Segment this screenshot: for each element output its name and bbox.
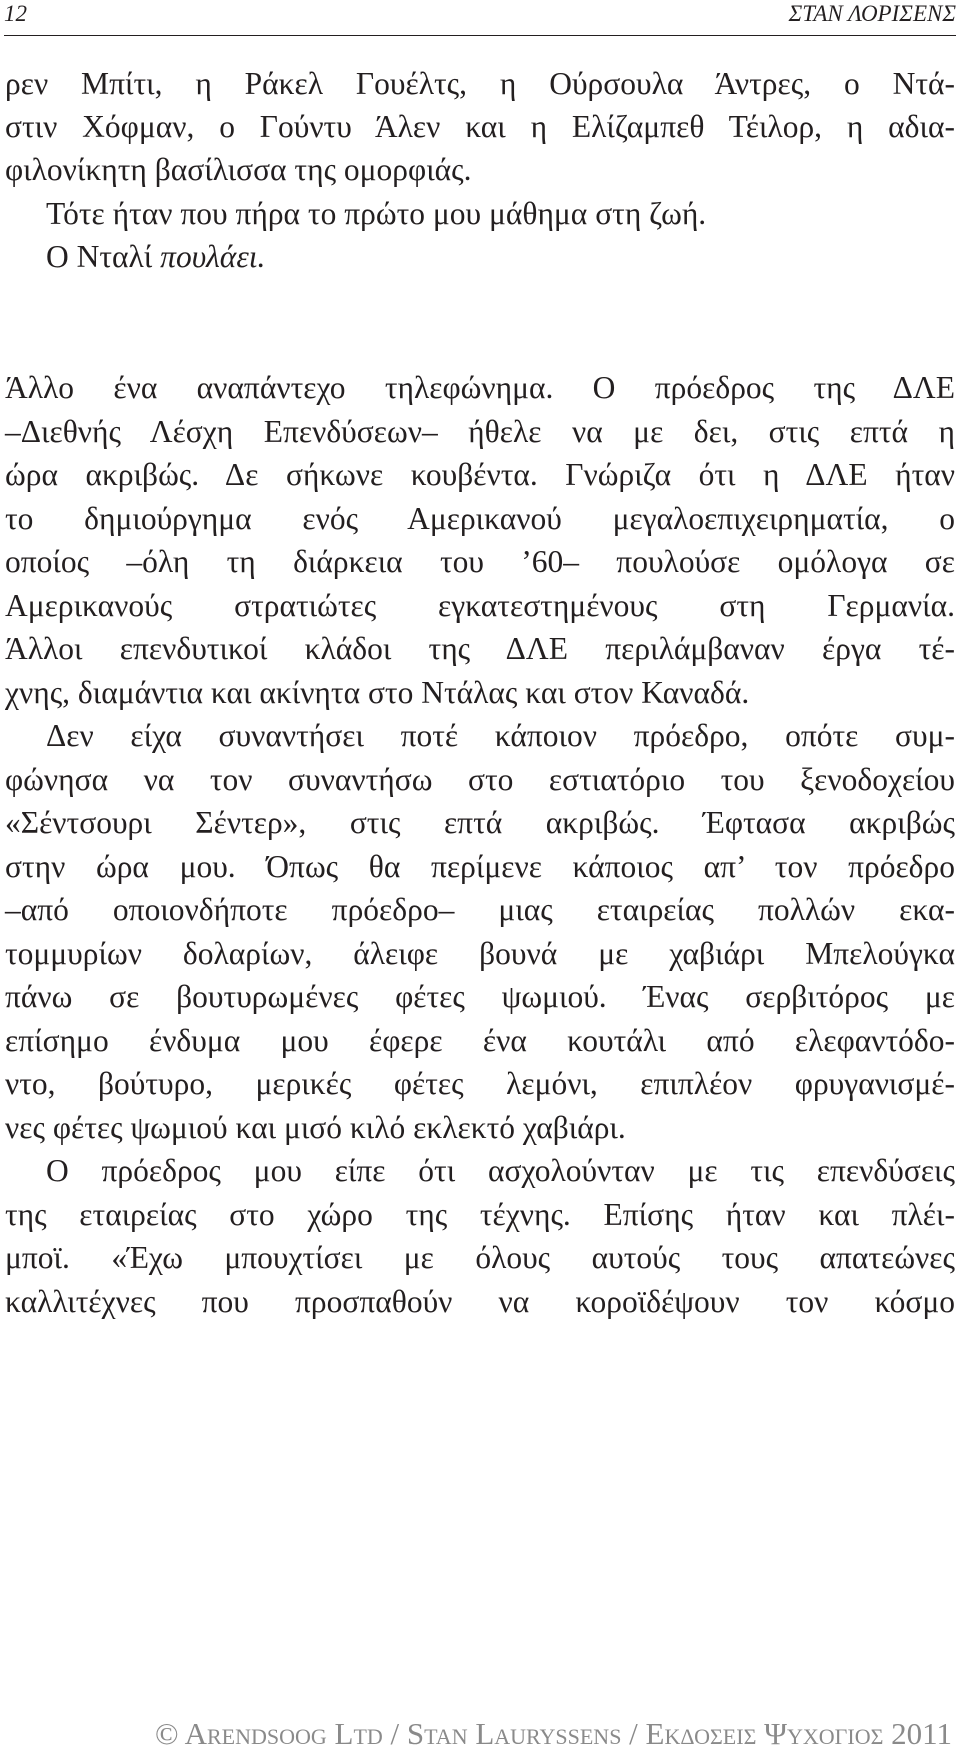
copyright-footer: © Arendsoog Ltd / Stan Lauryssens / Εκδοσεισ Ψυχογιοσ 2011: [155, 1716, 952, 1751]
body-line: Αμερικανούς στρατιώτες εγκατεστημένους στη Γερμανία.: [5, 588, 955, 623]
body-line: το δημιούργημα ενός Αμερικανού μεγαλοεπιχειρηματία, ο: [5, 501, 955, 536]
emphasis-text: πουλάει.: [160, 239, 266, 274]
page-header: [4, 0, 956, 36]
body-line: Ο πρόεδρος μου είπε ότι ασχολούνταν με τις επενδύσεις: [46, 1153, 955, 1188]
body-line: Άλλο ένα αναπάντεχο τηλεφώνημα. Ο πρόεδρος της ΔΛΕ: [5, 370, 955, 405]
body-text: Ο Νταλί: [46, 239, 161, 274]
running-head: ΣΤΑΝ ΛΟΡΙΣΕΝΣ: [788, 1, 956, 26]
body-line: φώνησα να τον συναντήσω στο εστιατόριο του ξενοδοχείου: [5, 762, 955, 797]
body-line: «Σέντσουρι Σέντερ», στις επτά ακριβώς. Έφτασα ακριβώς: [5, 805, 955, 840]
body-line: –από οποιονδήποτε πρόεδρο– μιας εταιρείας πολλών εκα-: [5, 892, 955, 927]
body-line: επίσημο ένδυμα μου έφερε ένα κουτάλι από ελεφαντόδο-: [5, 1023, 955, 1058]
body-line: καλλιτέχνες που προσπαθούν να κοροϊδέψουν τον κόσμο: [5, 1284, 955, 1319]
body-line: νες φέτες ψωμιού και μισό κιλό εκλεκτό χαβιάρι.: [5, 1110, 626, 1145]
body-line: στην ώρα μου. Όπως θα περίμενε κάποιος απ’ τον πρόεδρο: [5, 849, 955, 884]
body-line: ώρα ακριβώς. Δε σήκωνε κουβέντα. Γνώριζα ότι η ΔΛΕ ήταν: [5, 457, 955, 492]
body-line: πάνω σε βουτυρωμένες φέτες ψωμιού. Ένας σερβιτόρος με: [5, 979, 955, 1014]
body-line: Δεν είχα συναντήσει ποτέ κάποιον πρόεδρο, οπότε συμ-: [46, 718, 955, 753]
page-number: 12: [4, 1, 27, 26]
body-line: Άλλοι επενδυτικοί κλάδοι της ΔΛΕ περιλάμβαναν έργα τέ-: [5, 631, 955, 666]
body-line: της εταιρείας στο χώρο της τέχνης. Επίσης ήταν και πλέι-: [5, 1197, 955, 1232]
body-line: τομμυρίων δολαρίων, άλειφε βουνά με χαβιάρι Μπελούγκα: [5, 936, 955, 971]
header-rule: [4, 35, 956, 36]
body-line: φιλονίκητη βασίλισσα της ομορφιάς.: [5, 152, 472, 187]
body-line: –Διεθνής Λέσχη Επενδύσεων– ήθελε να με δει, στις επτά η: [5, 414, 955, 449]
body-line: χνης, διαμάντια και ακίνητα στο Ντάλας και στον Καναδά.: [5, 675, 750, 710]
body-line: [46, 237, 265, 277]
body-line: ρεν Μπίτι, η Ράκελ Γουέλτς, η Ούρσουλα Άντρες, ο Ντά-: [5, 66, 955, 101]
body-line: οποίος –όλη τη διάρκεια του ’60– πουλούσε ομόλογα σε: [5, 544, 955, 579]
body-line: Τότε ήταν που πήρα το πρώτο μου μάθημα στη ζωή.: [46, 196, 707, 231]
body-line: μποϊ. «Έχω μπουχτίσει με όλους αυτούς τους απατεώνες: [5, 1240, 955, 1275]
body-line: ντο, βούτυρο, μερικές φέτες λεμόνι, επιπλέον φρυγανισμέ-: [5, 1066, 955, 1101]
body-line: στιν Χόφμαν, ο Γούντυ Άλεν και η Ελίζαμπεθ Τέιλορ, η αδια-: [5, 109, 955, 144]
